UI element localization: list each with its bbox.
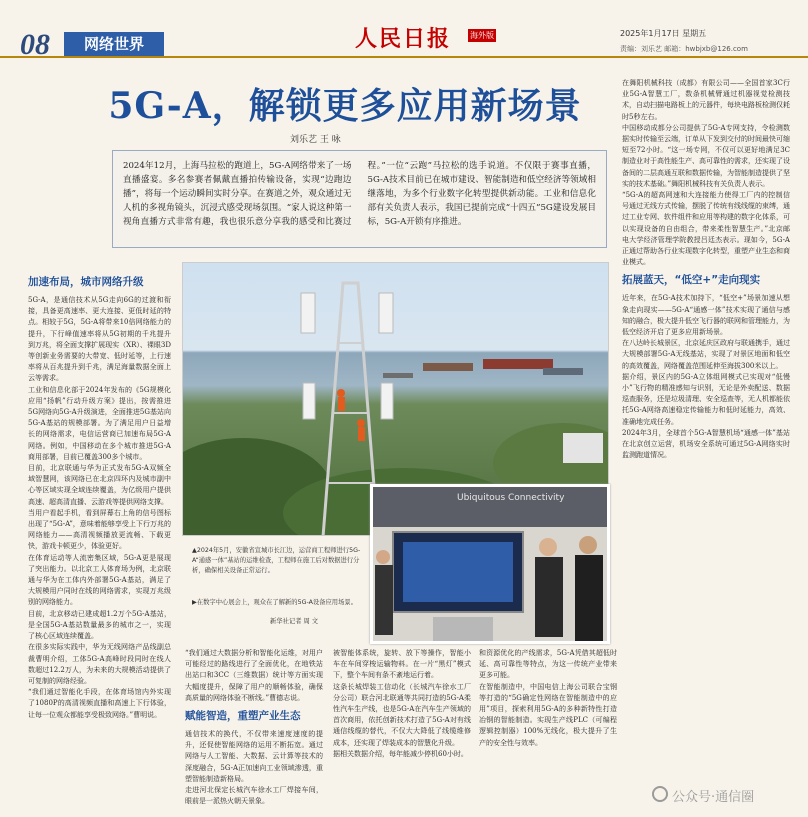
caption-main-photo: ▲2024年5月，安徽省宣城市长江边，运营商工程师进行5G-A“通感一体”基站的运维检查，工程师在施工后对数据进行分析，确保相关设备正常运行。 bbox=[192, 547, 361, 574]
article-byline: 刘乐艺 王 咏 bbox=[290, 135, 341, 145]
lead-paragraph: 2024年12月，上海马拉松的跑道上，5G-A网络带来了一场直播盛宴。多名参赛者佩戴直播拍传输设备，实现“边跑边播”，将每一个运动瞬间实时分享。在赛道之外，观众通过无人机的多视角镜头，沉浸式感受现场氛围。“家人说这种第一视角直播方式非常有趣，我也很乐意分享我的感受和比赛过程。”一位“云跑”马拉松的选手说道。不仅限于赛事直播，5G-A技术目前已在城市建设、智能制造和低空经济等领域相继落地，为多个行业数字化转型提供新动能。工业和信息化部有关负责人表示，我国已提前完成“十四五”5G建设发展目标，5G-A开锁有序推进。 bbox=[123, 161, 596, 227]
masthead-logo: 人民日报 bbox=[355, 26, 452, 52]
paragraph: 这条长城焊装工信动化（长城汽车徐水工厂分公司）联合河北联通等共同打造的5G-A柔性汽车生产线，也是5G-A在汽车生产领域的首次商用，依托创新技术打造了5G-A对有线通信线缆的替代，不仅大大降低了线缆维修成本，还实现了焊装成本的智慧化升级。 bbox=[333, 682, 471, 747]
right-column bbox=[622, 78, 790, 808]
paragraph: 在八达岭长城景区，北京延庆区政府与联通携手，通过大规模部署5G-A无线基站，实现了对景区地面和低空的高效覆盖，网络覆盖范围延伸至海拔300米以上。 bbox=[622, 339, 790, 370]
paragraph: 在舞阳机械科技（成都）有限公司——全国首家3C行业5G-A智慧工厂，数条机械臂通过机器视觉检测技术，自动扫描电路板上的元器件，每块电路板检测仅耗时5秒左右。 bbox=[622, 79, 790, 121]
section-label: 网络世界 bbox=[64, 32, 164, 56]
bottom-column-2 bbox=[333, 648, 471, 808]
paragraph: 中国移动成都分公司提供了5G-A专网支持，令检测数据实时传输至云端，订单从下发到交付的时间最快可缩短至72小时。“这一场专网，不仅可以更好地满足3C制造业对于高性能生产、高可靠性的需求，还实现了设备间的二层高通互联和数据传输，为智能制造提供了坚实的技术基础。”舞阳机械科技有关负责人表示。 bbox=[622, 123, 790, 188]
paragraph: 在很多实际实践中，华为无线网络产品线副总裁曹明介绍，工体5G-A高峰时段同时在线人数超过12.2万人，为未来的大规模活动提供了可复制的网络经验。 bbox=[28, 643, 171, 685]
paragraph: 被智能体系统，旋转、放下等操作，智能小车在车间穿梭运输物料。在一片“黑灯”模式下，整个车间有条不紊地运行着。 bbox=[333, 649, 471, 680]
paragraph: 工业和信息化部于2024年发布的《5G规模化应用“扬帆”行动升级方案》提出，按需推进5G网络向5G-A升级演进，全面推进5G基站向5G-A基站的规模部署。为了满足用户日益增长的网络需求，电信运营商已加速布局5G-A网络。例如，中国移动在多个城市推进5G-A商用部署，目前已覆盖300多个城市。 bbox=[28, 385, 171, 461]
paragraph: 目前，北京移动已建成超1.2万个5G-A基站，是全国5G-A基站数量最多的城市之一，实现了核心区域连续覆盖。 bbox=[28, 609, 171, 641]
subhead-smart-manufacturing: 赋能智造，重塑产业生态 bbox=[185, 710, 301, 723]
paragraph: “我们通过智能化手段，在体育场馆内外实现了1080P的高清视频直播和高速上下行体验，让每一位观众都能享受极致网络。”曹明说。 bbox=[28, 688, 171, 719]
paragraph: 据介绍，景区内的5G-A立体组网模式已实现对“低慢小”飞行物的精准感知与识别，无论是外卖配送、数据巡查服务，还是垃圾清理、安全巡查等，无人机都能依托5G-A网络高速稳定传输能力和低时延能力，高效、准确地完成任务。 bbox=[622, 372, 790, 426]
inset-photo-exhibition bbox=[370, 484, 610, 644]
wechat-icon bbox=[652, 786, 668, 802]
paragraph: 当用户看起手机，看到屏幕右上角的信号图标出现了“5G-A”，意味着能够享受上下行万兆的网络能力——高清视频播放更流畅、下载更快，游戏卡顿更少，体验更好。 bbox=[28, 508, 171, 551]
exhibition-illustration bbox=[373, 487, 610, 644]
paragraph: “我们通过大数据分析和智能化运维，对用户可能经过的路线进行了全面优化，在地铁站出站口和3CC（三维数据）统计等方面实现大幅度提升，保障了用户的顺畅体验，确保高质量的网络体验不断线。”曹德志说。 bbox=[185, 649, 323, 702]
subhead-low-altitude: 拓展蓝天，“低空+”走向现实 bbox=[622, 274, 761, 287]
paragraph: 通信技术的换代，不仅带来速度速度的提升，还促使智能网络的运用不断拓宽。通过网络与人工智能、大数据、云计算等技术的深度融合，5G-A正加速向工业领域渗透，重塑智能制造新格局。 bbox=[185, 730, 323, 783]
left-column bbox=[28, 270, 171, 802]
caption-inset-photo: ▶在数字中心展会上，观众在了解新的5G-A设备应用场景。 bbox=[192, 599, 357, 606]
paragraph: “5G-A的超高网速和大连接能力使得工厂内的控制信号通过无线方式传输，摆脱了传统有线线缆的束缚，通过工业专网、软件组件和应用等构建的数字化体系，可以实现设备的自由组合，带来柔性智慧生产。”北京邮电大学经济管理学院教授吕廷杰表示。现如今，5G-A正通过帮助各行业实现数字化转型，重塑产业生态和商业模式。 bbox=[622, 191, 790, 267]
article-headline: 5G-A，解锁更多应用新场景 bbox=[108, 85, 582, 127]
paragraph: 近年来，在5G-A技术加持下，“低空+”场景加速从想象走向现实——5G-A“通感一体”技术实现了通信与感知的融合，极大提升低空飞行器的联网和管理能力，为低空经济开启了更多应用新场景。 bbox=[622, 294, 790, 337]
paragraph: 目前，北京联通与华为正式发布5G-A双频全域智慧网，该网络已在北京四环内及城市副中心等区域实现全域连续覆盖，为亿级用户提供高速、超高清直播、云游戏等提供网络支撑。 bbox=[28, 464, 171, 506]
paragraph: 和资源优化的产线需求，5G-A凭借其超低时延、高可靠性等特点，为这一传统产业带来更多可能。 bbox=[479, 649, 617, 680]
masthead-edition-tag: 海外版 bbox=[470, 31, 494, 40]
page-number: 08 bbox=[20, 28, 50, 61]
bottom-column-3 bbox=[479, 648, 617, 808]
editor-info: 责编：刘乐艺 邮箱：hwbjxb@126.com bbox=[620, 45, 748, 53]
bottom-column-1 bbox=[185, 648, 323, 808]
screen-brand-text: Ubiquitous Connectivity bbox=[457, 493, 565, 503]
issue-date: 2025年1月17日 星期五 bbox=[620, 29, 707, 38]
paragraph: 在智能制造中，中国电信上海公司联合宝钢等打造的“5G确定性网络在智能制造中的应用”项目，探索利用5G-A的多种新特性打造冶钢的智能制造。实现生产线PLC（可编程逻辑控制器）100%无线化，极大提升了生产的安全性与效率。 bbox=[479, 682, 617, 747]
paragraph: 5G-A，是通信技术从5G走向6G的过渡和衔接，具备更高速率、更大连接、更低时延的特点。相较于5G，5G-A将带来10倍网络能力的提升，下行峰值速率将从5G初期的千兆提升到万兆，将全面支撑扩展现实（XR）、裸眼3D等创新业务需要的大带宽、低时延等，上行速率将从百兆提升到千兆，满足海量数据全面上云等需求。 bbox=[28, 296, 171, 383]
subhead-city-network: 加速布局，城市网络升级 bbox=[28, 276, 144, 288]
lead-box bbox=[112, 150, 607, 248]
page-header bbox=[0, 0, 808, 61]
watermark-text: 公众号·通信圈 bbox=[672, 790, 755, 805]
photo-credit: 新华社记者 周 文 bbox=[270, 618, 319, 625]
paragraph: 在体育运动等人流密集区域，5G-A更是展现了突出能力。以北京工人体育场为例，北京联通与华为在工体内外部署5G-A基站，满足了大规模用户同时在线的网络需求，实现万兆级别的网络能力。 bbox=[28, 553, 171, 607]
paragraph: 2024年3月，全球首个5G-A智慧机场“通感一体”基站在北京创立运营，机场安全系统可通过5G-A网络实时监测跑道情况。 bbox=[622, 428, 790, 460]
paragraph: 走进河北保定长城汽车徐水工厂焊接车间，眼前是一派热火朝天景象。 bbox=[185, 786, 323, 806]
paragraph: 据相关数据介绍，每年能减少停机60小时。 bbox=[333, 749, 468, 758]
